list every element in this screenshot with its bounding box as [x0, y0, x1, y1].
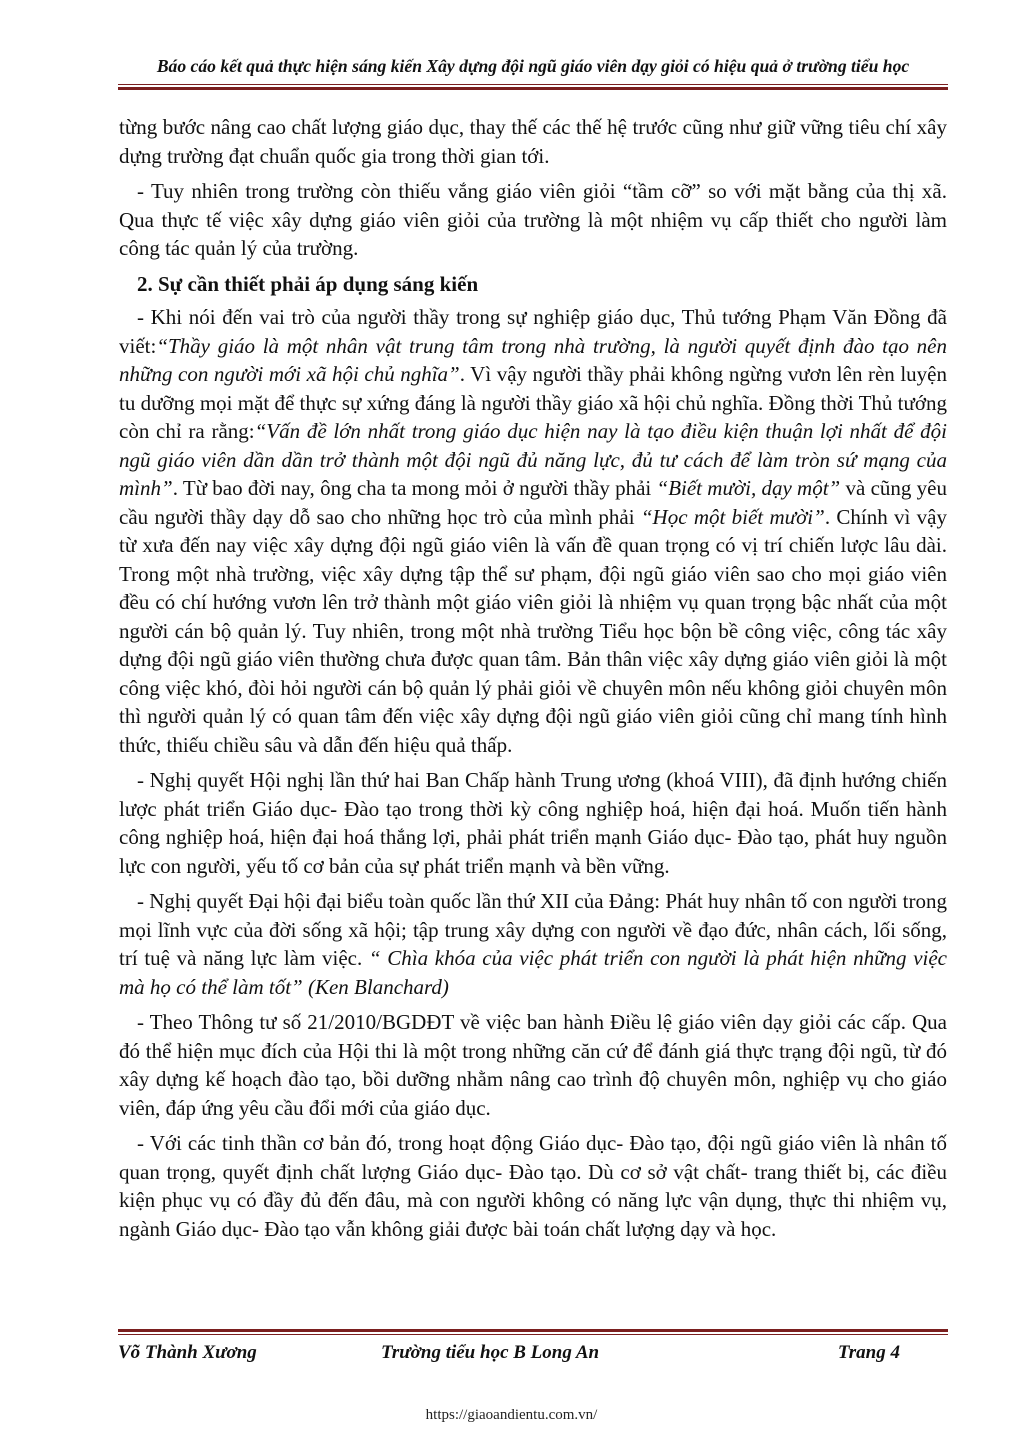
quote-hoc-mot: “Học một biết mười”: [640, 504, 825, 529]
section-heading: 2. Sự cần thiết phải áp dụng sáng kiến: [137, 271, 479, 296]
source-url: https://giaoandientu.com.vn/: [425, 1407, 598, 1423]
document-header-title: Báo cáo kết quả thực hiện sáng kiến Xây dựng đội ngũ giáo viên dạy giỏi có hiệu quả ở trường tiểu học: [156, 56, 910, 76]
paragraph-1: từng bước nâng cao chất lượng giáo dục, thay thế các thế hệ trước cũng như giữ vững tiêu chí xây dựng trường đạt chuẩn quốc gia trong thời gian tới.: [119, 115, 947, 168]
paragraph-3-text-b: . Vì vậy người thầy phải không ngừng vươn lên rèn luyện tu dưỡng mọi mặt để thực sự xứng đáng là người thầy giáo xã hội chủ nghĩa. Đồng thời Thủ tướng còn chỉ ra rằng:: [119, 362, 947, 443]
footer-divider: [118, 1329, 948, 1335]
footer-author: Võ Thành Xương: [118, 1342, 257, 1363]
quote-pham-van-dong-1: “Thầy giáo là một nhân vật trung tâm trong nhà trường, là người quyết định đào tạo nên những con người mới xã hội chủ nghĩa”: [119, 333, 947, 386]
paragraph-3-text-c: . Từ bao đời nay, ông cha ta mong mỏi ở người thầy phải: [172, 476, 657, 500]
document-body: [119, 113, 947, 1250]
quote-biet-muoi: “Biết mười, dạy một”: [656, 476, 841, 500]
quote-ken-blanchard: “ Chìa khóa của việc phát triển con người là phát hiện những việc mà họ có thể làm tốt” (Ken Blanchard): [119, 946, 947, 999]
paragraph-3-text-e: . Chính vì vậy từ xưa đến nay việc xây dựng đội ngũ giáo viên là vấn đề quan trọng có vị trí chiến lược lâu dài. Trong một nhà trường, việc xây dựng tập thể sư phạm, đội ngũ giáo viên sao cho mọi giáo viên đều có chí hướng vươn lên trở thành một giáo viên giỏi là nhiệm vụ quan trọng bậc nhất của một người cán bộ quản lý. Tuy nhiên, trong một nhà trường Tiểu học bộn bề công việc, công tác xây dựng đội ngũ giáo viên thường chưa được quan tâm. Bản thân việc xây dựng giáo viên giỏi là một công việc khó, đòi hỏi người cán bộ quản lý phải giỏi về chuyên môn nếu không giỏi chuyên môn thì người quản lý có quan tâm đến việc xây dựng đội ngũ giáo viên giỏi cũng chỉ mang tính hình thức, thiếu chiều sâu và dẫn đến hiệu quả thấp.: [119, 504, 948, 757]
paragraph-7: - Với các tinh thần cơ bản đó, trong hoạt động Giáo dục- Đào tạo, đội ngũ giáo viên là nhân tố quan trọng, quyết định chất lượng Giáo dục- Đào tạo. Dù cơ sở vật chất- trang thiết bị, các điều kiện phục vụ có đầy đủ đến đâu, mà con người không có năng lực vận dụng, thực thi nhiệm vụ, ngành Giáo dục- Đào tạo vẫn không giải được bài toán chất lượng dạy và học.: [119, 1131, 947, 1241]
paragraph-3: [119, 303, 947, 759]
paragraph-5-text: - Nghị quyết Đại hội đại biểu toàn quốc lần thứ XII của Đảng: Phát huy nhân tố con người trong mọi lĩnh vực của đời sống xã hội; tập trung xây dựng con người về đạo đức, nhân cách, lối sống, trí tuệ và năng lực làm việc.: [119, 889, 947, 970]
footer-page-number: Trang 4: [837, 1342, 900, 1363]
quote-pham-van-dong-2: “Vấn đề lớn nhất trong giáo dục hiện nay là tạo điều kiện thuận lợi nhất để đội ngũ giáo viên dần dần trở thành một đội ngũ đủ năng lực, đủ tư cách để làm tròn sứ mạng của mình”: [119, 419, 947, 500]
paragraph-3-text-a: - Khi nói đến vai trò của người thầy trong sự nghiệp giáo dục, Thủ tướng Phạm Văn Đồng đã viết:: [119, 305, 947, 358]
paragraph-4: - Nghị quyết Hội nghị lần thứ hai Ban Chấp hành Trung ương (khoá VIII), đã định hướng chiến lược phát triển Giáo dục- Đào tạo trong thời kỳ công nghiệp hoá, hiện đại hoá. Muốn tiến hành công nghiệp hoá, hiện đại hoá thắng lợi, phải phát triển mạnh Giáo dục- Đào tạo, phát huy nguồn lực con người, yếu tố cơ bản của sự phát triển mạnh và bền vững.: [119, 768, 947, 878]
paragraph-3-text-d: và cũng yêu cầu người thầy dạy dỗ sao cho những học trò của mình phải: [119, 476, 947, 529]
paragraph-5: [119, 887, 947, 1001]
paragraph-2: - Tuy nhiên trong trường còn thiếu vắng giáo viên giỏi “tầm cỡ” so với mặt bằng của thị xã. Qua thực tế việc xây dựng giáo viên giỏi của trường là một nhiệm vụ cấp thiết cho người làm công tác quản lý của trường.: [119, 179, 947, 260]
header-divider: [118, 84, 948, 90]
footer-school: Trường tiểu học B Long An: [381, 1342, 600, 1363]
paragraph-6: - Theo Thông tư số 21/2010/BGDĐT về việc ban hành Điều lệ giáo viên dạy giỏi các cấp. Qua đó thể hiện mục đích của Hội thi là một trong những căn cứ để đánh giá thực trạng đội ngũ, từ đó xây dựng kế hoạch đào tạo, bồi dưỡng nhằm nâng cao trình độ chuyên môn, nghiệp vụ cho giáo viên, đáp ứng yêu cầu đổi mới của giáo dục.: [119, 1010, 947, 1120]
document-footer: [118, 1342, 948, 1368]
